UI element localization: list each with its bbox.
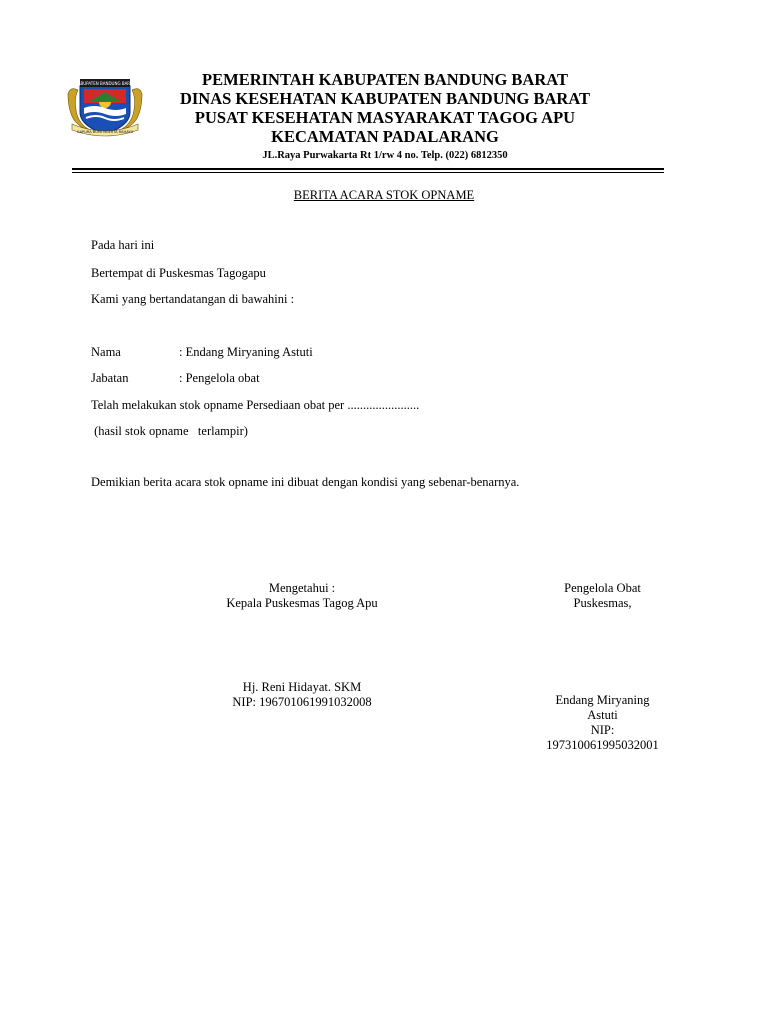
signature-right-role [520,581,685,611]
opening-line-1: Pada hari ini [91,238,155,252]
opening-line-2: Bertempat di Puskesmas Tagogapu [91,266,266,280]
letterhead-rule-thick [72,168,664,170]
letterhead-line-4: KECAMATAN PADALARANG [271,127,499,146]
signature-right-nip-label: NIP: [590,723,615,737]
letterhead-rule-thin [72,172,664,173]
signature-right-name-1: Endang Miryaning [555,693,650,707]
field-value-jabatan: : Pengelola obat [179,371,260,385]
closing-line: Demikian berita acara stok opname ini dibuat dengan kondisi yang sebenar-benarnya. [91,475,520,489]
field-label-nama: Nama [91,345,121,359]
signature-left-role [196,581,408,611]
signature-left-role-2: Kepala Puskesmas Tagog Apu [226,596,378,610]
signature-right-identity [520,693,685,753]
letterhead-line-1: PEMERINTAH KABUPATEN BANDUNG BARAT [202,70,568,89]
signature-right-role-1: Pengelola Obat [564,581,641,595]
letterhead-line-3: PUSAT KESEHATAN MASYARAKAT TAGOG APU [194,108,576,127]
signature-right-role-2: Puskesmas, [573,596,632,610]
field-row-nama [91,345,313,360]
document-title: BERITA ACARA STOK OPNAME [293,188,475,202]
signature-right-nip: 197310061995032001 [546,738,659,752]
letterhead [150,70,620,163]
opening-line-3: Kami yang bertandatangan di bawahini : [91,292,295,306]
field-row-jabatan [91,371,260,386]
letterhead-line-2: DINAS KESEHATAN KABUPATEN BANDUNG BARAT [179,89,591,108]
field-value-nama: : Endang Miryaning Astuti [179,345,313,359]
signature-left-identity [196,680,408,710]
signature-left-nip: NIP: 196701061991032008 [232,695,372,709]
signature-left-name: Hj. Reni Hidayat. SKM [242,680,362,694]
logo-top-text: KABUPATEN BANDUNG BARAT [75,81,135,86]
letterhead-address: JL.Raya Purwakarta Rt 1/rw 4 no. Telp. (022) 6812350 [262,150,508,161]
signature-right-name-2: Astuti [587,708,618,722]
field-label-jabatan: Jabatan [91,371,129,385]
logo-motto: GAPURA BUMI NGERTA RAHAYU [76,130,134,134]
bandung-barat-emblem-icon [66,76,144,138]
statement-line: Telah melakukan stok opname Persediaan obat per ....................... [91,398,420,412]
attachment-note: (hasil stok opname terlampir) [91,424,248,438]
signature-left-role-1: Mengetahui : [268,581,336,595]
